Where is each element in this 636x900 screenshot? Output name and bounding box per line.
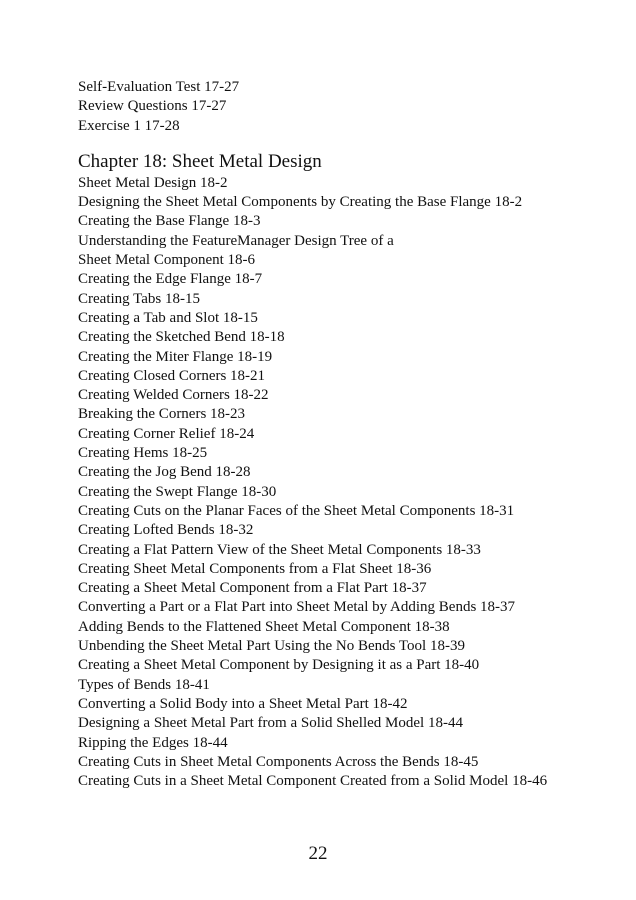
toc-entry: Creating Welded Corners 18-22 bbox=[78, 387, 269, 404]
toc-entry: Creating Cuts in Sheet Metal Components Across the Bends 18-45 bbox=[78, 753, 479, 770]
toc-entry: Creating Corner Relief 18-24 bbox=[78, 425, 255, 442]
chapter-title: Chapter 18: Sheet Metal Design bbox=[78, 150, 322, 172]
toc-entry: Designing a Sheet Metal Part from a Solid Shelled Model 18-44 bbox=[78, 715, 463, 732]
toc-entry-wrapped: Creating Cuts in a Sheet Metal Component Created from a Solid Model 18-46 bbox=[78, 773, 548, 790]
toc-entry: Creating a Sheet Metal Component by Designing it as a Part 18-40 bbox=[78, 657, 480, 674]
toc-entry: Creating Tabs 18-15 bbox=[78, 290, 200, 307]
toc-page bbox=[78, 78, 556, 791]
page-number: 22 bbox=[308, 843, 328, 864]
toc-entry: Creating Sheet Metal Components from a Flat Sheet 18-36 bbox=[78, 560, 432, 577]
toc-entry: Creating the Miter Flange 18-19 bbox=[78, 348, 273, 365]
toc-entry: Creating a Sheet Metal Component from a Flat Part 18-37 bbox=[78, 580, 427, 597]
toc-entry: Designing the Sheet Metal Components by Creating the Base Flange 18-2 bbox=[78, 194, 523, 211]
prev-chapter-entries bbox=[78, 78, 556, 136]
toc-entry: Creating the Jog Bend 18-28 bbox=[78, 464, 251, 481]
toc-entry: Creating the Swept Flange 18-30 bbox=[78, 483, 277, 500]
toc-entry: Creating a Tab and Slot 18-15 bbox=[78, 309, 258, 326]
toc-entry: Creating Hems 18-25 bbox=[78, 445, 208, 462]
toc-entry: Breaking the Corners 18-23 bbox=[78, 406, 246, 423]
toc-entry: Sheet Metal Design 18-2 bbox=[78, 174, 228, 191]
toc-entry: Understanding the FeatureManager Design Tree of a bbox=[78, 232, 394, 249]
toc-entry: Creating the Base Flange 18-3 bbox=[78, 213, 261, 230]
chapter-entries bbox=[78, 174, 556, 792]
toc-entry: Exercise 1 17-28 bbox=[78, 117, 180, 134]
toc-entry: Converting a Part or a Flat Part into Sheet Metal by Adding Bends 18-37 bbox=[78, 599, 516, 616]
toc-entry: Creating Closed Corners 18-21 bbox=[78, 367, 266, 384]
toc-entry: Creating Lofted Bends 18-32 bbox=[78, 522, 254, 539]
toc-entry: Review Questions 17-27 bbox=[78, 98, 227, 115]
toc-entry: Creating the Edge Flange 18-7 bbox=[78, 271, 263, 288]
toc-entry: Adding Bends to the Flattened Sheet Metal Component 18-38 bbox=[78, 618, 450, 635]
toc-entry: Types of Bends 18-41 bbox=[78, 676, 210, 693]
toc-entry: Converting a Solid Body into a Sheet Metal Part 18-42 bbox=[78, 695, 408, 712]
toc-entry: Sheet Metal Component 18-6 bbox=[78, 252, 256, 269]
toc-entry: Creating Cuts on the Planar Faces of the Sheet Metal Components 18-31 bbox=[78, 502, 515, 519]
toc-entry: Unbending the Sheet Metal Part Using the No Bends Tool 18-39 bbox=[78, 638, 465, 655]
toc-entry: Creating the Sketched Bend 18-18 bbox=[78, 329, 285, 346]
toc-entry: Self-Evaluation Test 17-27 bbox=[78, 79, 240, 95]
toc-entry: Creating a Flat Pattern View of the Sheet Metal Components 18-33 bbox=[78, 541, 481, 558]
toc-entry: Ripping the Edges 18-44 bbox=[78, 734, 228, 751]
